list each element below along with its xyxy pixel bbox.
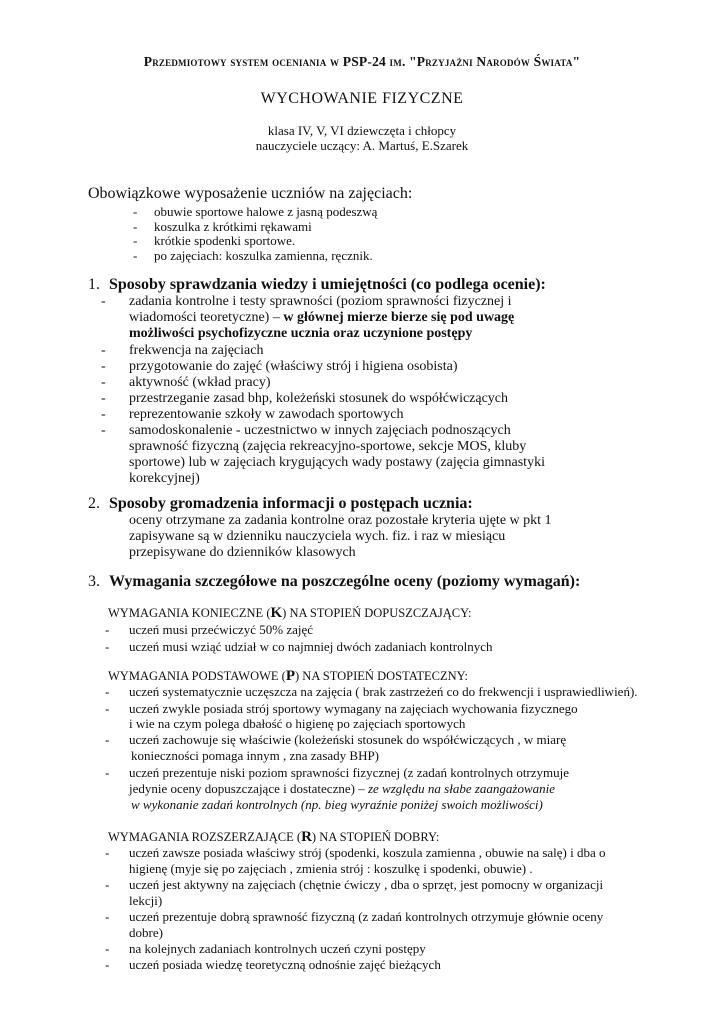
requirements-k-heading: WYMAGANIA KONIECZNE (K) NA STOPIEŃ DOPUSZCZAJĄCY: — [108, 605, 472, 621]
teachers-line: nauczyciele uczący: A. Martuś, E.Szarek — [255, 138, 469, 153]
list-item-continuation: sportowe) lub w zajęciach krygujących wady postawy (zajęcia gimnastyki — [129, 455, 545, 470]
list-item-continuation: jedynie oceny dopuszczające i dostateczne) – ze względu na słabe zaangażowanie — [129, 781, 556, 796]
equipment-heading: Obowiązkowe wyposażenie uczniów na zajęciach: — [88, 185, 413, 202]
class-line: klasa IV, V, VI dziewczęta i chłopcy — [267, 123, 457, 138]
document-page: Przedmiotowy system oceniania w PSP-24 im. "Przyjaźni Narodów Świata" WYCHOWANIE FIZYCZNE klasa IV, V, VI dziewczęta i chłopcy nauczyciele uczący: A. Martuś, E.Szarek Obowiązkowe wyposażenie uczniów na zajęciach: - obuwie sportowe halowe z jasną podeszwą - koszulka z krótkimi rękawami - krótkie spodenki sportowe. - po zajęciach: koszulka zamienna, ręcznik. 1. Sposoby sprawdzania wiedzy i umiejętności (co podlega ocenie): - zadania kontrolne i testy sprawności (poziom sprawności fizycznej i wiadomości teoretyczne) – w głównej mierze bierze się pod uwagę możliwości psychofizyczne ucznia oraz uczynione postępy - frekwencja na zajęciach - przygotowanie do zajęć (właściwy strój i higiena osobista) - aktywność (wkład pracy) - przestrzeganie zasad bhp, koleżeński stosunek do współćwiczących - reprezentowanie szkoły w zawodach sportowych - samodoskonalenie - uczestnictwo w innych zajęciach podnoszących sprawność fizyczną (zajęcia rekreacyjno-sportowe, sekcje MOS, kluby sportowe) lub w zajęciach krygujących wady postawy (zajęcia gimnastyki korekcyjnej) 2. Sposoby gromadzenia informacji o postępach ucznia: oceny otrzymane za zadania kontrolne oraz pozostałe kryteria ujęte w pkt 1 zapisywane są w dzienniku nauczyciela wych. fiz. i raz w miesiącu przepisywane do dzienników klasowych 3. Wymagania szczegółowe na poszczególne oceny (poziomy wymagań): WYMAGANIA KONIECZNE (K) NA STOPIEŃ DOPUSZCZAJĄCY: - uczeń musi przećwiczyć 50% zajęć - uczeń musi wziąć udział w co najmniej dwóch zadaniach kontrolnych WYMAGANIA PODSTAWOWE (P) NA STOPIEŃ DOSTATECZNY: - uczeń systematycznie uczęszcza na zajęcia ( brak zastrzeżeń co do frekwencji i usprawiedliwień). - uczeń zwykle posiada strój sportowy wymagany na zajęciach wychowania fizycznego i wie na czym polega dbałość o higienę po zajęciach sportowych - uczeń zachowuje się właściwie (koleżeński stosunek do współćwiczących , w miarę konieczności pomaga innym , zna zasady BHP) - uczeń prezentuje niski poziom sprawności fizycznej (z zadań kontrolnych otrzymuje jedynie oceny dopuszczające i dostateczne) – ze względu na słabe zaangażowanie w wykonanie zadań kontrolnych (np. bieg wyraźnie poniżej swoich możliwości) WYMAGANIA ROZSZERZAJĄCE (R) NA STOPIEŃ DOBRY: - uczeń zawsze posiada właściwy strój (spodenki, koszula zamienna , obuwie na salę) i dba o higienę (myje się po zajęciach , zmienia strój : koszulkę i spodenki, obuwie) . - uczeń jest aktywny na zajęciach (chętnie ćwiczy , dba o sprzęt, jest pomocny w organizacji lekcji) - uczeń prezentuje dobrą sprawność fizyczną (z zadań kontrolnych otrzymuje głównie oceny dobre) - na kolejnych zadaniach kontrolnych uczeń czyni postępy - uczeń posiada wiedzę teoretyczną odnośnie zajęć bieżących — [0, 0, 724, 1024]
list-item-continuation: korekcyjnej) — [129, 471, 200, 486]
list-item-continuation: sprawność fizyczną (zajęcia rekreacyjno-sportowe, sekcje MOS, kluby — [129, 439, 527, 454]
list-item-continuation: konieczności pomaga innym , zna zasady BHP) — [131, 748, 380, 763]
paragraph-line: przepisywane do dzienników klasowych — [129, 545, 356, 560]
section-3-heading: 3. Wymagania szczegółowe na poszczególne oceny (poziomy wymagań): — [88, 573, 581, 590]
section-1-heading: 1. Sposoby sprawdzania wiedzy i umiejętności (co podlega ocenie): — [88, 276, 546, 293]
requirements-p-heading: WYMAGANIA PODSTAWOWE (P) NA STOPIEŃ DOSTATECZNY: — [108, 668, 468, 684]
list-item-continuation: wiadomości teoretyczne) – w głównej mierze bierze się pod uwagę — [129, 310, 515, 325]
list-item-continuation: lekcji) — [129, 893, 163, 908]
section-2-heading: 2. Sposoby gromadzenia informacji o postępach ucznia: — [88, 495, 473, 512]
requirements-r-heading: WYMAGANIA ROZSZERZAJĄCE (R) NA STOPIEŃ DOBRY: — [108, 829, 440, 845]
subject-title: WYCHOWANIE FIZYCZNE — [260, 90, 464, 107]
list-item-continuation: i wie na czym polega dbałość o higienę po zajęciach sportowych — [129, 716, 466, 731]
list-item-continuation: w wykonanie zadań kontrolnych (np. bieg wyraźnie poniżej swoich możliwości) — [131, 797, 543, 812]
paragraph-line: oceny otrzymane za zadania kontrolne oraz pozostałe kryteria ujęte w pkt 1 — [129, 513, 552, 528]
paragraph-line: zapisywane są w dzienniku nauczyciela wych. fiz. i raz w miesiącu — [129, 529, 506, 544]
list-item-continuation: możliwości psychofizyczne ucznia oraz uczynione postępy — [129, 326, 473, 341]
document-title: Przedmiotowy system oceniania w PSP-24 im. "Przyjaźni Narodów Świata" — [143, 54, 581, 69]
list-item-continuation: higienę (myje się po zajęciach , zmienia strój : koszulkę i spodenki, obuwie) . — [129, 861, 533, 876]
list-item-continuation: dobre) — [129, 925, 163, 940]
